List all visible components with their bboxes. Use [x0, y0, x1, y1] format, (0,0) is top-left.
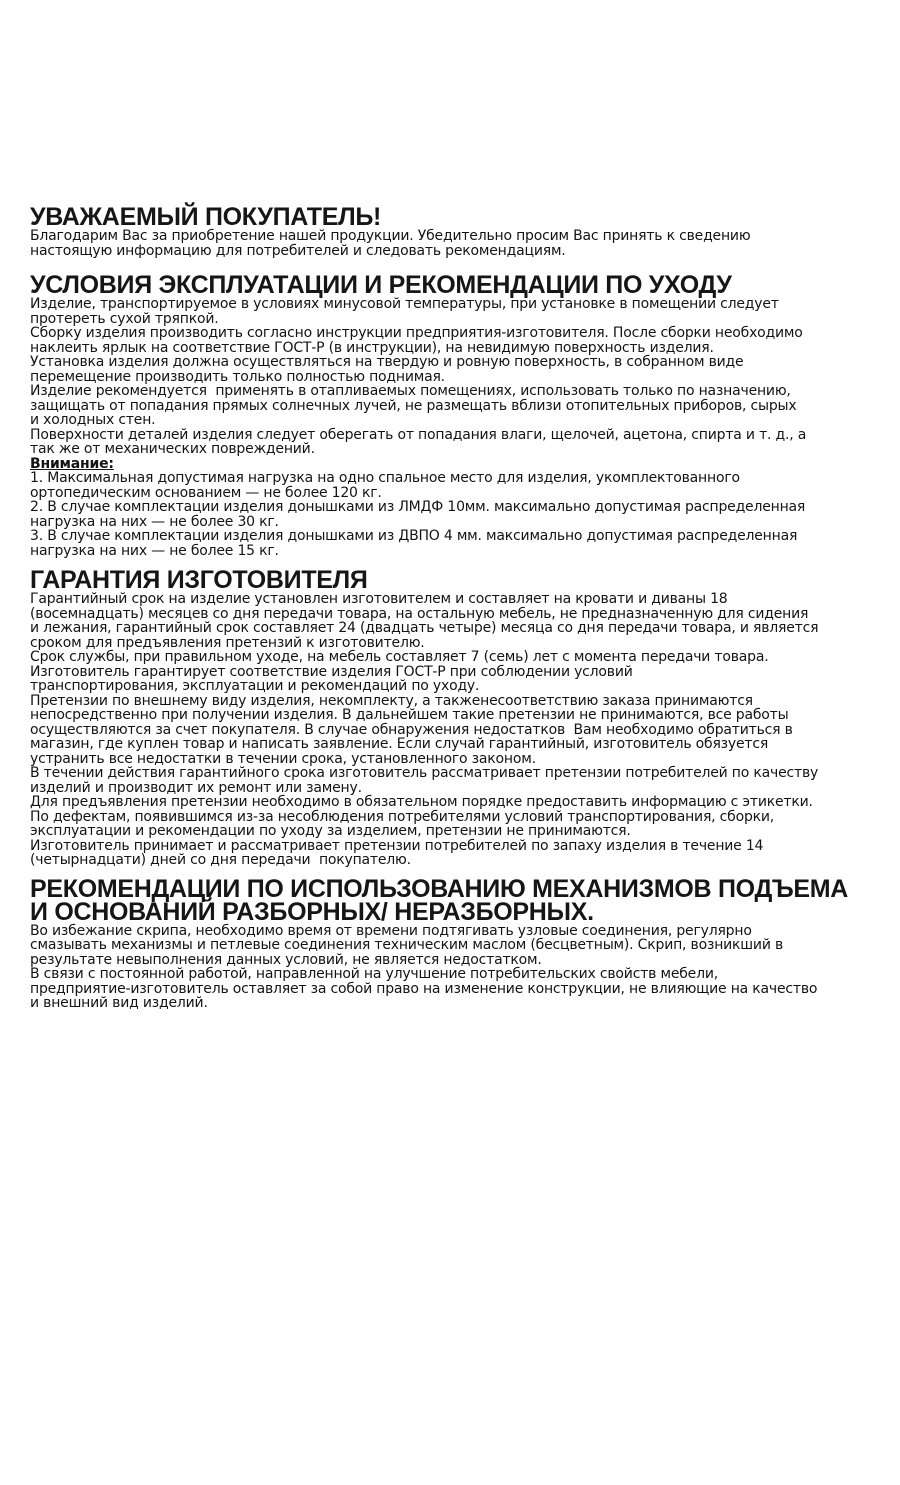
text-line: Установка изделия должна осуществляться на твердую и ровную поверхность, в собранном виде — [30, 354, 744, 370]
section-heading — [30, 874, 874, 926]
section-warranty — [30, 568, 874, 868]
heading-line: УВАЖАЕМЫЙ ПОКУПАТЕЛЬ! — [30, 203, 382, 231]
text-line: устранить все недостатки в течении срока, установленного законом. — [30, 750, 536, 767]
section-usage — [30, 273, 874, 558]
text-line: Изделие рекомендуется применять в отапливаемых помещениях, использовать только по назначению, — [30, 383, 791, 399]
document-page — [0, 205, 900, 1485]
text-line: перемещение производить только полностью поднимая. — [30, 368, 445, 385]
heading-line: ГАРАНТИЯ ИЗГОТОВИТЕЛЯ — [30, 566, 368, 594]
text-line: наклеить ярлык на соответствие ГОСТ-Р (в инструкции), на невидимую поверхность изделия. — [30, 339, 714, 356]
text-line: В течении действия гарантийного срока изготовитель рассматривает претензии потребителей по качеству — [30, 765, 819, 781]
text-line: Сборку изделия производить согласно инструкции предприятия-изготовителя. После сборки необходимо — [30, 325, 803, 341]
text-line: (восемнадцать) месяцев со дня передачи товара, на остальную мебель, не предназначенную для сидения — [30, 605, 809, 622]
text-line: нагрузка на них — не более 30 кг. — [30, 513, 279, 530]
text-line: протереть сухой тряпкой. — [30, 310, 219, 327]
text-line: настоящую информацию для потребителей и следовать рекомендациям. — [30, 242, 566, 259]
text-line: непосредственно при получении изделия. В дальнейшем такие претензии не принимаются, все работы — [30, 707, 789, 723]
text-line: предприятие-изготовитель оставляет за собой право на изменение конструкции, не влияющие на качество — [30, 980, 818, 997]
attention-label — [30, 457, 874, 472]
text-line: 3. В случае комплектации изделия донышками из ДВПО 4 мм. максимально допустимая распределенная — [30, 528, 798, 544]
section-heading — [30, 205, 874, 229]
section-mechanisms — [30, 874, 874, 1011]
section-heading — [30, 568, 874, 592]
text-line: сроком для предъявления претензий к изготовителю. — [30, 634, 425, 651]
text-line: и внешний вид изделий. — [30, 995, 208, 1011]
text-line: нагрузка на них — не более 15 кг. — [30, 542, 279, 559]
text-line: Во избежание скрипа, необходимо время от времени подтягивать узловые соединения, регулярно — [30, 922, 752, 939]
text-line: (четырнадцати) дней со дня передачи покупателю. — [30, 852, 411, 868]
text-line: Поверхности деталей изделия следует оберегать от попадания влаги, щелочей, ацетона, спирта и т. д., а — [30, 426, 807, 443]
text-line: ортопедическим основанием — не более 120 кг. — [30, 484, 382, 501]
text-line: Благодарим Вас за приобретение нашей продукции. Убедительно просим Вас принять к сведению — [30, 228, 751, 244]
heading-line: РЕКОМЕНДАЦИИ ПО ИСПОЛЬЗОВАНИЮ МЕХАНИЗМОВ ПОДЪЕМА — [30, 874, 849, 903]
text-line: эксплуатации и рекомендации по уходу за изделием, претензии не принимаются. — [30, 823, 631, 839]
text-line: Внимание: — [30, 455, 114, 472]
text-line: В связи с постоянной работой, направленной на улучшение потребительских свойств мебели, — [30, 966, 718, 982]
text-line: 1. Максимальная допустимая нагрузка на одно спальное место для изделия, укомплектованного — [30, 470, 740, 486]
paragraph — [30, 471, 874, 558]
text-line: транспортирования, эксплуатации и рекомендаций по уходу. — [30, 678, 480, 694]
text-line: так же от механических повреждений. — [30, 441, 315, 457]
text-line: результате невыполнения данных условий, не является недостатком. — [30, 951, 542, 968]
text-line: осуществляются за счет покупателя. В случае обнаружения недостатков Вам необходимо обратиться в — [30, 721, 793, 738]
heading-line: УСЛОВИЯ ЭКСПЛУАТАЦИИ И РЕКОМЕНДАЦИИ ПО УХОДУ — [30, 271, 732, 299]
paragraph — [30, 592, 874, 868]
paragraph — [30, 297, 874, 457]
text-line: защищать от попадания прямых солнечных лучей, не размещать вблизи отопительных приборов, сырых — [30, 397, 797, 414]
section-greeting — [30, 205, 874, 258]
section-heading — [30, 273, 874, 297]
heading-line: И ОСНОВАНИЙ РАЗБОРНЫХ/ НЕРАЗБОРНЫХ. — [30, 897, 594, 926]
text-line: магазин, где куплен товар и написать заявление. Если случай гарантийный, изготовитель обязуется — [30, 736, 769, 752]
paragraph — [30, 229, 874, 258]
text-line: Изделие, транспортируемое в условиях минусовой температуры, при установке в помещении следует — [30, 296, 779, 312]
text-line: изделий и производит их ремонт или замену. — [30, 779, 362, 796]
text-line: 2. В случае комплектации изделия донышками из ЛМДФ 10мм. максимально допустимая распределенная — [30, 499, 806, 515]
text-line: и холодных стен. — [30, 412, 156, 428]
paragraph — [30, 924, 874, 1011]
text-line: Для предъявления претензии необходимо в обязательном порядке предоставить информацию с этикетки. — [30, 794, 813, 810]
text-line: Претензии по внешнему виду изделия, некомплекту, а такженесоответствию заказа принимаются — [30, 692, 753, 709]
text-line: и лежания, гарантийный срок составляет 24 (двадцать четыре) месяца со дня передачи товара, и является — [30, 620, 819, 636]
text-line: смазывать механизмы и петлевые соединения техническим маслом (бесцветным). Скрип, возникший в — [30, 937, 784, 953]
text-line: Изготовитель гарантирует соответствие изделия ГОСТ-Р при соблюдении условий — [30, 663, 633, 680]
text-line: По дефектам, появившимся из-за несоблюдения потребителями условий транспортирования, сборки, — [30, 808, 775, 825]
text-line: Гарантийный срок на изделие установлен изготовителем и составляет на кровати и диваны 18 — [30, 591, 728, 607]
text-line: Изготовитель принимает и рассматривает претензии потребителей по запаху изделия в течение 14 — [30, 837, 764, 854]
text-line: Срок службы, при правильном уходе, на мебель составляет 7 (семь) лет с момента передачи товара. — [30, 649, 769, 665]
